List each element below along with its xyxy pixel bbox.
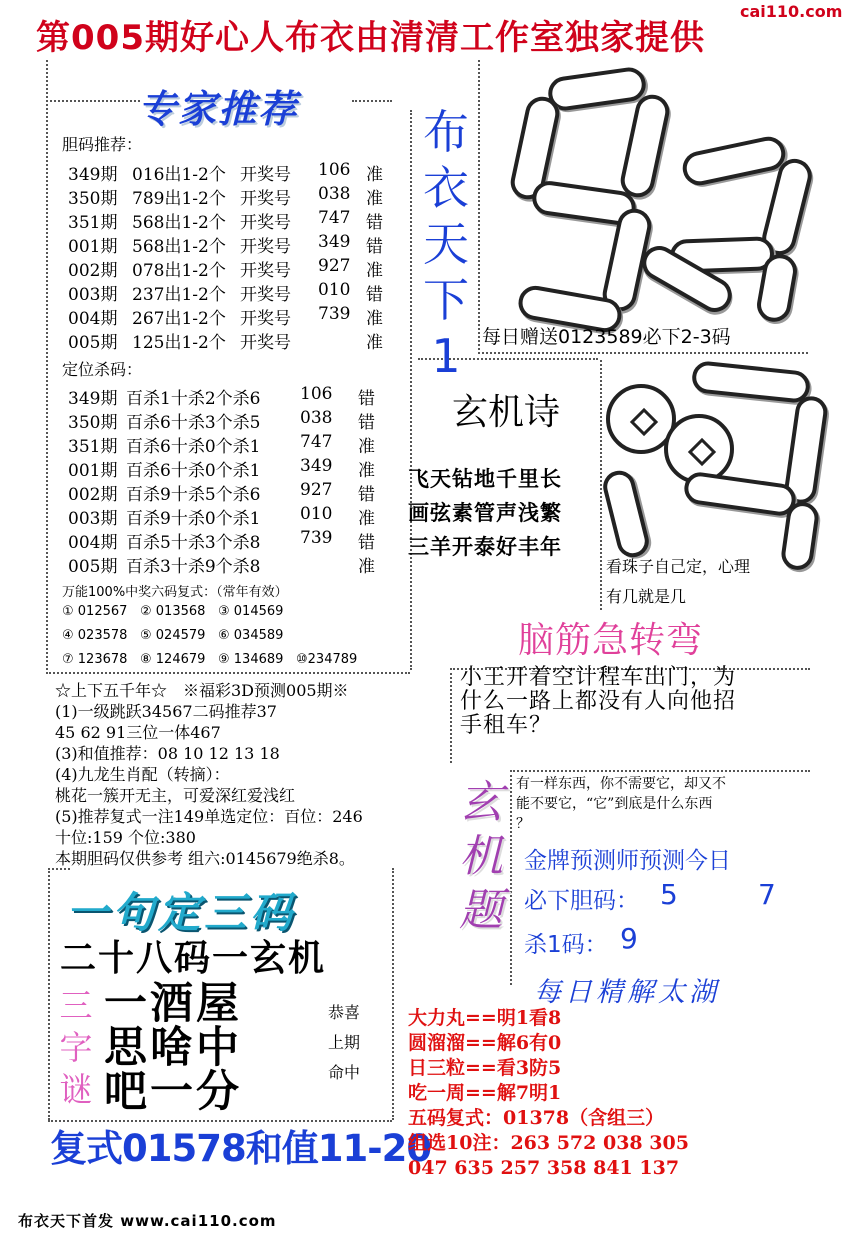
period: 004期 — [68, 309, 118, 329]
zimi-char: 谜 — [59, 1070, 93, 1109]
taihu-line: 组选10注：263 572 038 305 — [408, 1132, 689, 1154]
period: 005期 — [68, 557, 118, 577]
divider — [48, 868, 50, 1120]
brain-question — [460, 666, 736, 738]
congrats-block — [322, 998, 366, 1088]
pick: 237出1-2个 — [132, 285, 226, 305]
forecast-line: ☆上下五千年☆ ※福彩3D预测005期※ — [55, 681, 349, 700]
dan-label: 胆码推荐： — [62, 135, 143, 154]
taihu-line: 大力丸==明1看8 — [408, 1007, 562, 1029]
result-number: 739 — [300, 528, 333, 548]
result-label: 开奖号 — [240, 165, 291, 185]
period: 350期 — [68, 189, 118, 209]
pick: 百杀5十杀3个杀8 — [126, 533, 261, 553]
fushi-line: 复式01578和值11-20 — [50, 1127, 432, 1170]
taihu-heading: 每日精解太湖 — [534, 977, 720, 1008]
period: 349期 — [68, 165, 118, 185]
divider — [392, 868, 394, 1120]
result-number: 747 — [300, 432, 333, 452]
combo-item: ⑦ 123678 — [62, 652, 128, 667]
divider — [46, 60, 48, 670]
segment-bar — [691, 360, 812, 404]
buyi-char: 天 — [423, 217, 469, 271]
congrats-line: 上期 — [327, 1033, 360, 1052]
gold-title: 金牌预测师预测今日 — [524, 848, 731, 874]
pick: 百杀6十杀0个杀1 — [126, 461, 261, 481]
result-number: 747 — [318, 208, 351, 228]
period: 002期 — [68, 485, 118, 505]
combo-item: ⑥ 034589 — [218, 628, 284, 643]
divider — [50, 100, 140, 102]
riddle-line: 吧一分 — [104, 1067, 242, 1117]
combo-title: 万能100%中奖六码复式：（常年有效） — [62, 585, 288, 600]
buyi-char: 衣 — [423, 161, 469, 215]
period: 004期 — [68, 533, 118, 553]
congrats-line: 恭喜 — [327, 1003, 360, 1022]
pick: 568出1-2个 — [132, 237, 226, 257]
combo-item: ① 012567 — [62, 604, 128, 619]
taihu-lines — [408, 1006, 689, 1181]
riddle-text: 能不要它，“它”到底是什么东西 — [516, 796, 713, 812]
taihu-line: 圆溜溜==解6有0 — [408, 1032, 562, 1054]
pick: 百杀1十杀2个杀6 — [126, 389, 261, 409]
forecast-line: 45 62 91三位一体467 — [55, 723, 221, 742]
congrats-line: 命中 — [327, 1063, 360, 1082]
pick: 百杀6十杀0个杀1 — [126, 437, 261, 457]
must-digit: 7 — [758, 878, 776, 911]
riddle-text: 有一样东西，你不需要它，却又不 — [516, 776, 726, 792]
pick: 568出1-2个 — [132, 213, 226, 233]
divider — [510, 770, 810, 772]
combo-item: ⑩234789 — [296, 652, 358, 667]
forecast-line: (1)一级跳跃34567二码推荐37 — [55, 702, 277, 721]
buyi-char: 下 — [423, 273, 469, 327]
forecast-line: (3)和值推荐：08 10 12 13 18 — [55, 744, 280, 763]
period: 351期 — [68, 437, 118, 457]
verdict: 错 — [358, 413, 375, 433]
result-number: 927 — [300, 480, 333, 500]
forecast-line: 十位:159 个位:380 — [55, 828, 196, 847]
riddle-text: ？ — [516, 816, 530, 832]
sanma-heading: 一句定三码 — [66, 888, 297, 937]
verdict: 准 — [358, 461, 375, 481]
combo-item: ③ 014569 — [218, 604, 284, 619]
verdict: 准 — [358, 437, 375, 457]
poem-line: 飞天钻地千里长 — [408, 467, 562, 491]
kill-one-digit: 9 — [620, 922, 638, 955]
verdict: 错 — [358, 533, 375, 553]
result-number: 349 — [318, 232, 351, 252]
result-label: 开奖号 — [240, 237, 291, 257]
pick: 267出1-2个 — [132, 309, 226, 329]
footer-text: 布衣天下首发 www.cai110.com — [18, 1212, 277, 1230]
verdict: 准 — [366, 309, 383, 329]
result-number: 106 — [318, 160, 351, 180]
xuanji-riddle — [516, 774, 726, 834]
verdict: 准 — [358, 557, 375, 577]
divider — [478, 352, 808, 354]
xuanji-label — [458, 776, 504, 938]
result-label: 开奖号 — [240, 213, 291, 233]
xuanji-char: 玄 — [459, 777, 503, 828]
result-number: 739 — [318, 304, 351, 324]
pick: 125出1-2个 — [132, 333, 226, 353]
period: 349期 — [68, 389, 118, 409]
verdict: 准 — [366, 189, 383, 209]
period: 003期 — [68, 285, 118, 305]
question-line: 小王开着空计程车出门，为 — [460, 665, 737, 690]
must-digit: 5 — [660, 878, 678, 911]
must-label: 必下胆码： — [524, 888, 639, 914]
pick: 078出1-2个 — [132, 261, 226, 281]
forecast-line: 桃花一簇开无主，可爱深红爱浅红 — [55, 786, 296, 805]
pick: 百杀9十杀5个杀6 — [126, 485, 261, 505]
verdict: 错 — [358, 485, 375, 505]
verdict: 错 — [366, 237, 383, 257]
period: 001期 — [68, 461, 118, 481]
combo-item: ⑨ 134689 — [218, 652, 284, 667]
taihu-line: 日三粒==看3防5 — [408, 1057, 562, 1079]
pick: 百杀9十杀0个杀1 — [126, 509, 261, 529]
combo-item: ⑧ 124679 — [140, 652, 206, 667]
verdict: 错 — [366, 213, 383, 233]
zimi-char: 三 — [59, 986, 93, 1025]
segment-bar — [600, 467, 652, 560]
result-number: 038 — [300, 408, 333, 428]
period: 351期 — [68, 213, 118, 233]
poem-line: 三羊开泰好丰年 — [408, 535, 562, 559]
buyi-char: 布 — [423, 105, 469, 159]
result-number: 106 — [300, 384, 333, 404]
xuanji-char: 题 — [459, 885, 503, 936]
result-label: 开奖号 — [240, 309, 291, 329]
question-line: 什么一路上都没有人向他招 — [460, 689, 737, 714]
result-number: 010 — [318, 280, 351, 300]
poem-lines — [408, 462, 562, 564]
period: 005期 — [68, 333, 118, 353]
kill-label: 定位杀码： — [62, 360, 143, 379]
zimi-char: 字 — [59, 1028, 93, 1067]
segment-bar — [546, 65, 648, 112]
kill-one-label: 杀1码： — [524, 932, 608, 958]
result-label: 开奖号 — [240, 261, 291, 281]
segment-bar — [680, 134, 789, 189]
riddle-block — [104, 979, 242, 1117]
verdict: 准 — [366, 165, 383, 185]
daily-gift: 每日赠送0123589必下2-3码 — [482, 326, 731, 348]
divider — [478, 60, 480, 350]
big-digits-93 — [490, 66, 810, 328]
period: 001期 — [68, 237, 118, 257]
result-number: 038 — [318, 184, 351, 204]
period: 003期 — [68, 509, 118, 529]
divider — [450, 668, 452, 763]
combo-grid — [62, 604, 407, 674]
divider — [410, 110, 412, 670]
dan-table — [68, 160, 408, 353]
verdict: 错 — [366, 285, 383, 305]
riddle-line: 思啥中 — [104, 1023, 242, 1073]
site-badge: cai110.com — [740, 2, 843, 21]
xuanji-char: 机 — [459, 831, 503, 882]
forecast-line: (4)九龙生肖配（转摘）： — [55, 765, 230, 784]
riddle-line: 一酒屋 — [104, 979, 242, 1029]
segment-bar — [682, 470, 797, 517]
pick: 016出1-2个 — [132, 165, 226, 185]
taihu-line: 047 635 257 358 841 137 — [408, 1157, 680, 1179]
forecast-line: 本期胆码仅供参考 组六:0145679绝杀8。 — [55, 849, 355, 868]
segment-bar — [618, 92, 673, 201]
combo-item: ④ 023578 — [62, 628, 128, 643]
brain-heading: 脑筋急转弯 — [518, 620, 704, 661]
divider — [352, 100, 392, 102]
combo-item: ⑤ 024579 — [140, 628, 206, 643]
poem-line: 画弦素管声浅繁 — [408, 501, 562, 525]
result-number: 349 — [300, 456, 333, 476]
pick: 百杀6十杀3个杀5 — [126, 413, 261, 433]
taihu-line: 吃一周==解7明1 — [408, 1082, 562, 1104]
sanma-subheading: 二十八码一玄机 — [60, 938, 327, 979]
poem-title: 玄机诗 — [452, 392, 561, 433]
period: 002期 — [68, 261, 118, 281]
pick: 789出1-2个 — [132, 189, 226, 209]
verdict: 错 — [358, 389, 375, 409]
period: 350期 — [68, 413, 118, 433]
page-title: 第005期好心人布衣由清清工作室独家提供 — [36, 18, 705, 58]
taihu-line: 五码复式：01378（含组三） — [408, 1107, 665, 1129]
forecast-line: (5)推荐复式一注149单选定位：百位：246 — [55, 807, 363, 826]
kill-table — [68, 384, 408, 577]
hint-line: 看珠子自己定，心理 — [606, 557, 751, 576]
question-line: 手租车？ — [460, 713, 553, 738]
pick: 百杀3十杀9个杀8 — [126, 557, 261, 577]
divider — [600, 360, 602, 610]
result-number: 010 — [300, 504, 333, 524]
poem-hint — [606, 552, 750, 612]
result-label: 开奖号 — [240, 333, 291, 353]
forecast-block — [55, 680, 415, 869]
zimi-label — [58, 985, 94, 1111]
verdict: 准 — [366, 261, 383, 281]
expert-heading: 专家推荐 — [138, 87, 299, 131]
combo-item: ② 013568 — [140, 604, 206, 619]
buyi-char: 1 — [431, 329, 461, 383]
result-label: 开奖号 — [240, 189, 291, 209]
hint-line: 有几就是几 — [606, 587, 687, 606]
verdict: 准 — [366, 333, 383, 353]
verdict: 准 — [358, 509, 375, 529]
result-number: 927 — [318, 256, 351, 276]
result-label: 开奖号 — [240, 285, 291, 305]
coin-graphic — [604, 362, 834, 552]
divider — [510, 770, 512, 985]
buyi-vertical-title — [418, 104, 474, 384]
